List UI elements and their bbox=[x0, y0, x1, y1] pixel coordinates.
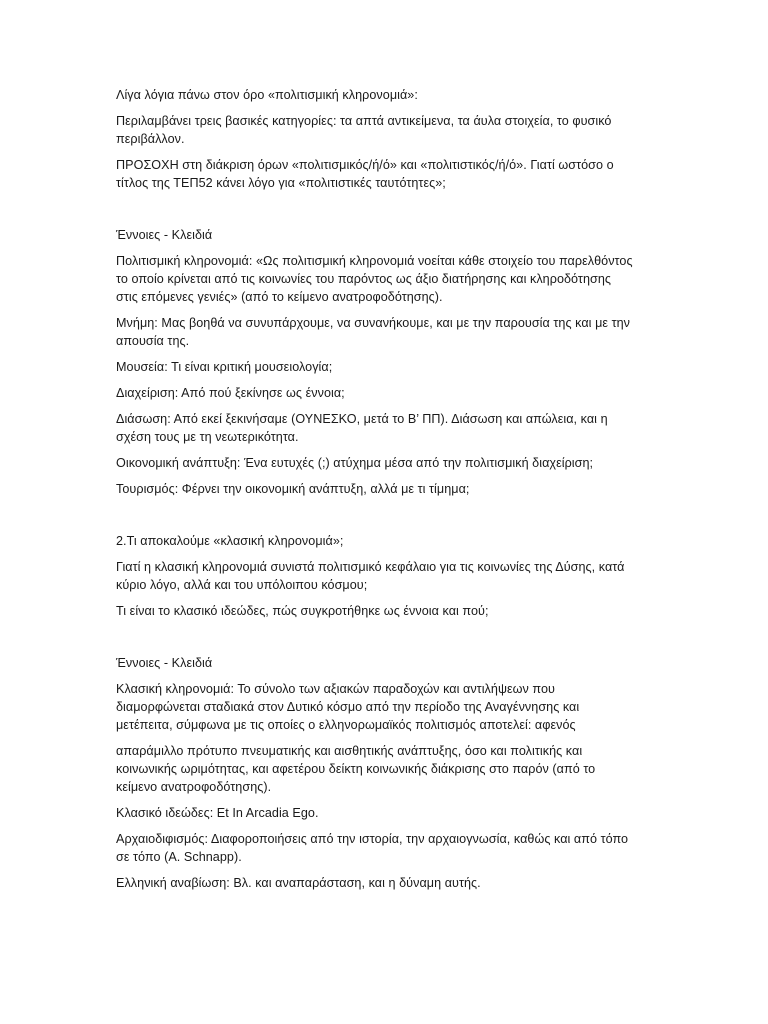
definition-classical-heritage: Κλασική κληρονομιά: Το σύνολο των αξιακών παραδοχών και αντιλήψεων που διαμορφώνεται σταδιακά στον Δυτικό κόσμο από την περίοδο της Αναγέννησης και μετέπειτα, σύμφωνα με τις οποίες ο ελληνορωμαϊκός πολιτισμός αποτελεί: αφενός bbox=[116, 682, 580, 732]
definition-antiquarianism: Αρχαιοδιφισμός: Διαφοροποιήσεις από την ιστορία, την αρχαιογνωσία, καθώς και από τόπο σε τόπο (A. Schnapp). bbox=[116, 832, 629, 864]
definition-classical-ideal: Κλασικό ιδεώδες: Et In Arcadia Ego. bbox=[116, 806, 319, 820]
question-classical-capital: Γιατί η κλασική κληρονομιά συνιστά πολιτισμικό κεφάλαιο για τις κοινωνίες της Δύσης, κατά κύριο λόγο, αλλά και του υπόλοιπου κόσμου; bbox=[116, 560, 625, 592]
section-heading-classical-heritage: 2.Τι αποκαλούμε «κλασική κληρονομιά»; bbox=[116, 534, 344, 548]
question-classical-ideal: Τι είναι το κλασικό ιδεώδες, πώς συγκροτήθηκε ως έννοια και πού; bbox=[116, 604, 489, 618]
section-heading-key-concepts: Έννοιες - Κλειδιά bbox=[116, 228, 213, 242]
intro-line: Λίγα λόγια πάνω στον όρο «πολιτισμική κληρονομιά»: bbox=[116, 88, 418, 102]
definition-memory: Μνήμη: Μας βοηθά να συνυπάρχουμε, να συνανήκουμε, και με την παρουσία της και με την απουσία της. bbox=[116, 316, 631, 348]
document-body bbox=[116, 86, 636, 900]
definition-museums: Μουσεία: Τι είναι κριτική μουσειολογία; bbox=[116, 360, 333, 374]
definition-management: Διαχείριση: Από πού ξεκίνησε ως έννοια; bbox=[116, 386, 345, 400]
definition-tourism: Τουρισμός: Φέρνει την οικονομική ανάπτυξη, αλλά με τι τίμημα; bbox=[116, 482, 470, 496]
definition-greek-revival: Ελληνική αναβίωση: Βλ. και αναπαράσταση, και η δύναμη αυτής. bbox=[116, 876, 481, 890]
definition-cultural-heritage: Πολιτισμική κληρονομιά: «Ως πολιτισμική κληρονομιά νοείται κάθε στοιχείο του παρελθόντος το οποίο κρίνεται από τις κοινωνίες του παρόντος ως άξιο διατήρησης και κληροδότησης στις επόμενες γενιές» (από το κείμενο ανατροφοδότησης). bbox=[116, 254, 633, 304]
definition-classical-heritage-cont: απαράμιλλο πρότυπο πνευματικής και αισθητικής ανάπτυξης, όσο και πολιτικής και κοινωνικής ωριμότητας, και αφετέρου δείκτη κοινωνικής διάκρισης στο παρόν (από το κείμενο ανατροφοδότησης). bbox=[116, 744, 596, 794]
section-heading-key-concepts-2: Έννοιες - Κλειδιά bbox=[116, 656, 213, 670]
categories-paragraph: Περιλαμβάνει τρεις βασικές κατηγορίες: τα απτά αντικείμενα, τα άυλα στοιχεία, το φυσικό περιβάλλον. bbox=[116, 114, 612, 146]
attention-paragraph: ΠΡΟΣΟΧΗ στη διάκριση όρων «πολιτισμικός/ή/ό» και «πολιτιστικός/ή/ό». Γιατί ωστόσο ο τίτλος της ΤΕΠ52 κάνει λόγο για «πολιτιστικές ταυτότητες»; bbox=[116, 158, 614, 190]
definition-rescue: Διάσωση: Από εκεί ξεκινήσαμε (ΟΥΝΕΣΚΟ, μετά το Β’ ΠΠ). Διάσωση και απώλεια, και η σχέση τους με τη νεωτερικότητα. bbox=[116, 412, 608, 444]
definition-economic-growth: Οικονομική ανάπτυξη: Ένα ευτυχές (;) ατύχημα μέσα από την πολιτισμική διαχείριση; bbox=[116, 456, 594, 470]
